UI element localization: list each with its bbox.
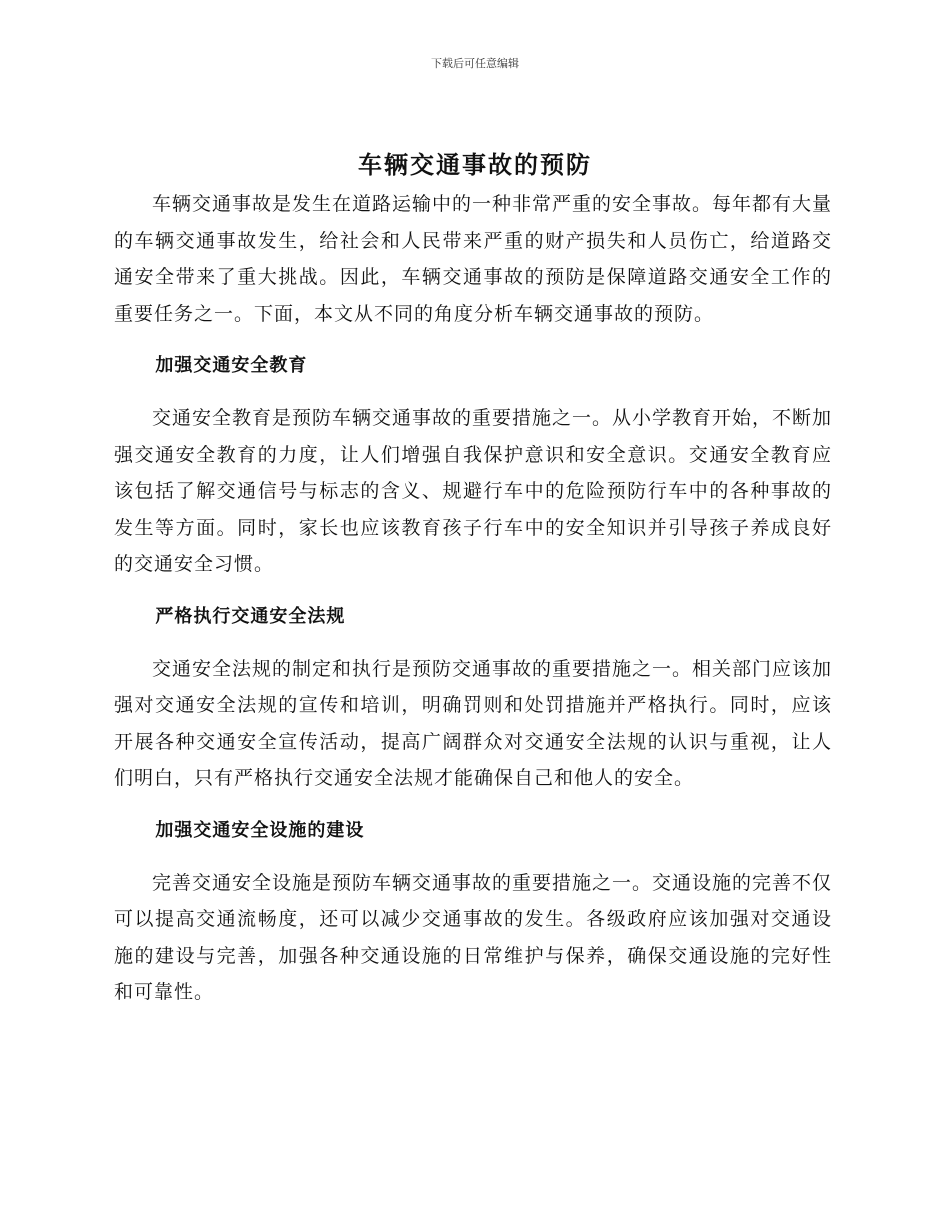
document-body (114, 186, 832, 1011)
section-heading-regulations: 严格执行交通安全法规 (155, 605, 346, 627)
section-heading-education: 加强交通安全教育 (155, 355, 308, 376)
section-body-education: 交通安全教育是预防车辆交通事故的重要措施之一。从小学教育开始，不断加强交通安全教育的力度，让人们增强自我保护意识和安全意识。交通安全教育应该包括了解交通信号与标志的含义、规避行车中的危险预防行车中的各种事故的发生等方面。同时，家长也应该教育孩子行车中的安全知识并引导孩子养成良好的交通安全习惯。 (114, 407, 833, 575)
section-heading-facilities: 加强交通安全设施的建设 (155, 819, 365, 841)
page-title: 车辆交通事故的预防 (358, 150, 592, 179)
header-note: 下载后可任意编辑 (431, 57, 519, 70)
section-body-facilities: 完善交通安全设施是预防车辆交通事故的重要措施之一。交通设施的完善不仅可以提高交通流畅度，还可以减少交通事故的发生。各级政府应该加强对交通设施的建设与完善，加强各种交通设施的日常维护与保养，确保交通设施的完好性和可靠性。 (114, 871, 833, 1003)
section-body-regulations: 交通安全法规的制定和执行是预防交通事故的重要措施之一。相关部门应该加强对交通安全法规的宣传和培训，明确罚则和处罚措施并严格执行。同时，应该开展各种交通安全宣传活动，提高广阔群众对交通安全法规的认识与重视，让人们明白，只有严格执行交通安全法规才能确保自己和他人的安全。 (114, 657, 833, 789)
intro-paragraph: 车辆交通事故是发生在道路运输中的一种非常严重的安全事故。每年都有大量的车辆交通事故发生，给社会和人民带来严重的财产损失和人员伤亡，给道路交通安全带来了重大挑战。因此，车辆交通事故的预防是保障道路交通安全工作的重要任务之一。下面，本文从不同的角度分析车辆交通事故的预防。 (114, 193, 833, 325)
